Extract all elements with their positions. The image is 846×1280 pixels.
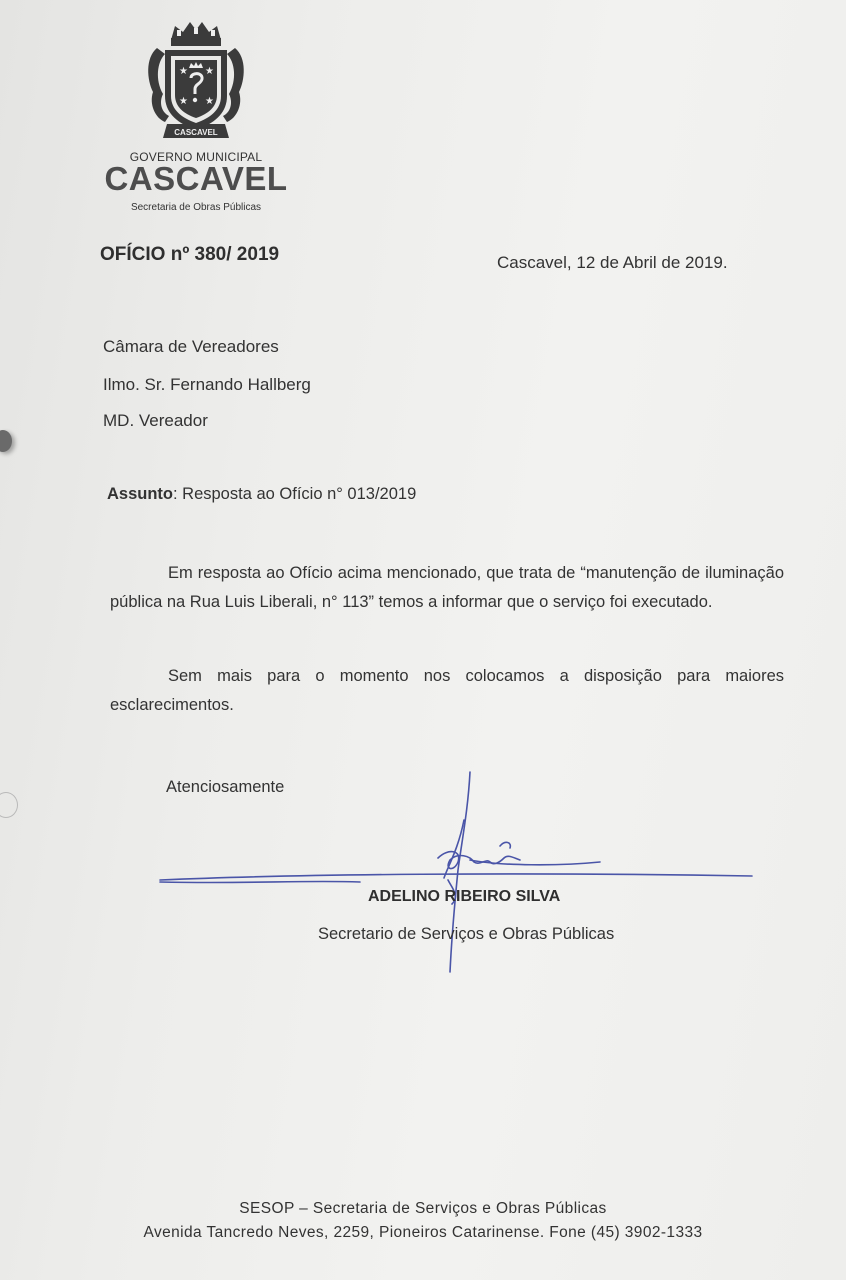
recipient-title: MD. Vereador <box>103 411 208 430</box>
svg-text:★: ★ <box>179 96 188 107</box>
svg-text:★: ★ <box>205 96 214 107</box>
subject-line <box>107 485 416 504</box>
body-paragraph-1: Em resposta ao Ofício acima mencionado, que trata de “manutenção de iluminação pública na Rua Luis Liberali, n° 113” temos a informar que o serviço foi executado. <box>110 564 784 611</box>
document-date: Cascavel, 12 de Abril de 2019. <box>497 253 728 272</box>
seal-stars: ★ <box>179 66 188 77</box>
government-label: GOVERNO MUNICIPAL <box>129 150 263 164</box>
punch-hole-top <box>0 430 12 452</box>
subject-text: : Resposta ao Ofício n° 013/2019 <box>173 485 417 503</box>
document-number: OFÍCIO nº 380/ 2019 <box>100 244 280 265</box>
body-paragraph-2: Sem mais para o momento nos colocamos a disposição para maiores esclarecimentos. <box>110 667 784 714</box>
punch-hole-bottom <box>0 792 18 818</box>
city-name: CASCAVEL <box>104 160 288 197</box>
city-coat-of-arms-logo <box>143 18 249 142</box>
recipient-institution: Câmara de Vereadores <box>103 337 279 356</box>
footer-address: Avenida Tancredo Neves, 2259, Pioneiros Catarinense. Fone (45) 3902-1333 <box>143 1224 703 1241</box>
closing-salutation: Atenciosamente <box>166 778 285 796</box>
seal-ribbon-text: CASCAVEL <box>174 128 218 137</box>
subject-label: Assunto <box>107 485 173 503</box>
recipient-name: Ilmo. Sr. Fernando Hallberg <box>103 375 311 394</box>
signer-title: Secretario de Serviços e Obras Públicas <box>318 925 615 943</box>
signer-name: ADELINO RIBEIRO SILVA <box>368 888 561 905</box>
footer-department: SESOP – Secretaria de Serviços e Obras Públicas <box>239 1200 607 1217</box>
secretariat-label: Secretaria de Obras Públicas <box>130 202 262 213</box>
svg-text:★: ★ <box>205 66 214 77</box>
